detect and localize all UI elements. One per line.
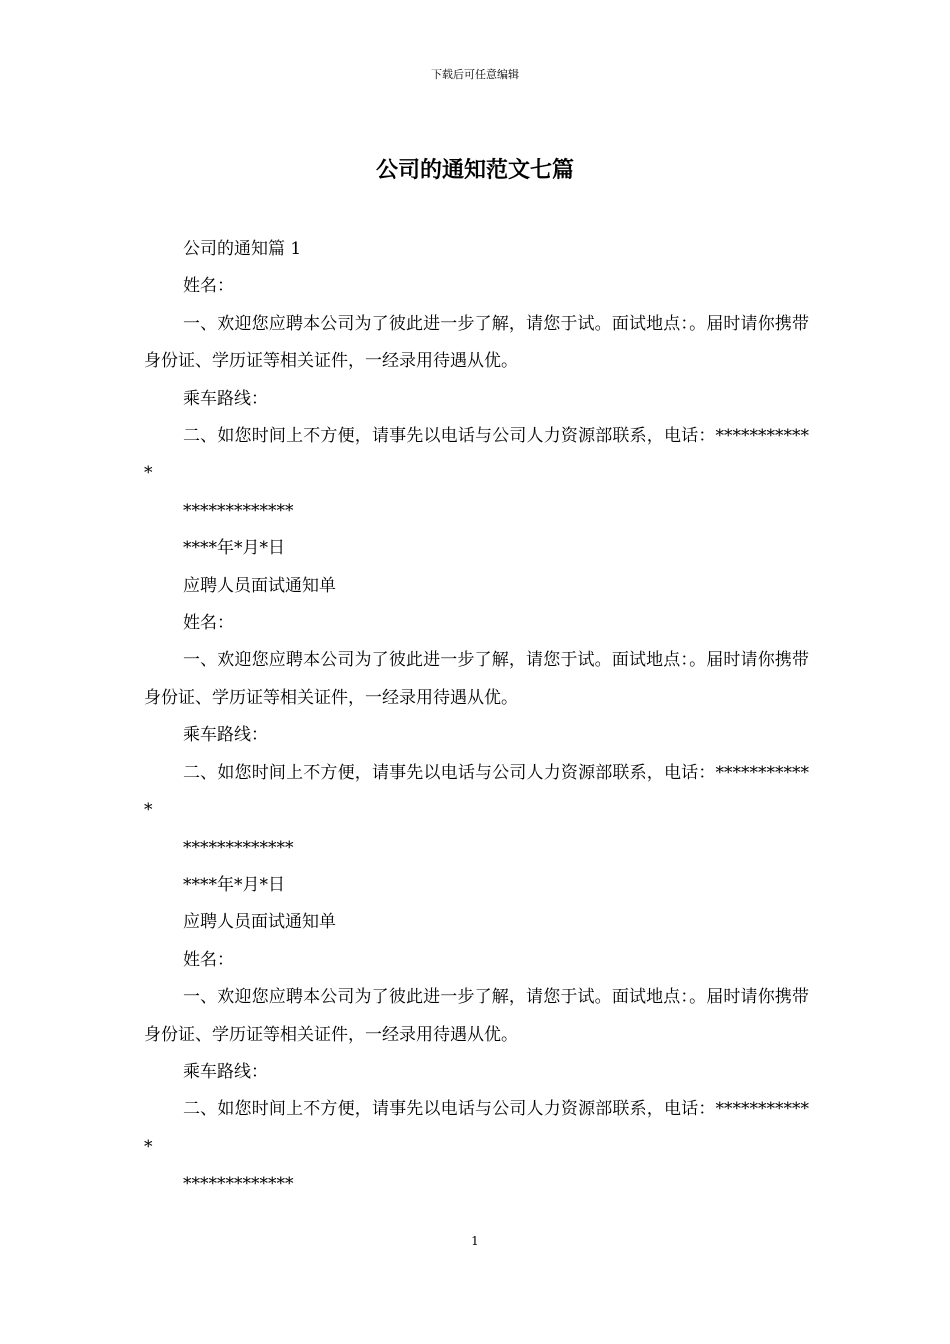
- notice-heading: 应聘人员面试通知单: [183, 912, 336, 933]
- name-line: 姓名：: [183, 613, 234, 634]
- date-line: ****年*月*日: [183, 874, 285, 895]
- page-header: 下载后可任意编辑: [431, 68, 519, 81]
- date-line: ****年*月*日: [183, 538, 285, 559]
- page-number: 1: [471, 1234, 479, 1248]
- paragraph: 一、欢迎您应聘本公司为了彼此进一步了解，请您于试。面试地点：。届时请你携带身份证、学历证等相关证件，一经录用待遇从优。: [144, 650, 809, 708]
- paragraph: 二、如您时间上不方便，请事先以电话与公司人力资源部联系，电话：************: [144, 426, 809, 484]
- name-line: 姓名：: [183, 276, 234, 297]
- masked-line: *************: [183, 837, 294, 858]
- route-line: 乘车路线：: [183, 388, 268, 409]
- masked-line: *************: [183, 1174, 294, 1195]
- paragraph: 二、如您时间上不方便，请事先以电话与公司人力资源部联系，电话：************: [144, 1099, 809, 1157]
- document-title: 公司的通知范文七篇: [375, 157, 574, 183]
- document-body: [144, 231, 809, 1204]
- name-line: 姓名：: [183, 949, 234, 970]
- masked-line: *************: [183, 500, 294, 521]
- paragraph: 一、欢迎您应聘本公司为了彼此进一步了解，请您于试。面试地点：。届时请你携带身份证、学历证等相关证件，一经录用待遇从优。: [144, 987, 809, 1045]
- route-line: 乘车路线：: [183, 1061, 268, 1082]
- route-line: 乘车路线：: [183, 725, 268, 746]
- paragraph: 一、欢迎您应聘本公司为了彼此进一步了解，请您于试。面试地点：。届时请你携带身份证、学历证等相关证件，一经录用待遇从优。: [144, 313, 809, 372]
- paragraph: 二、如您时间上不方便，请事先以电话与公司人力资源部联系，电话：************: [144, 762, 809, 821]
- notice-heading: 应聘人员面试通知单: [183, 575, 336, 596]
- section-heading: 公司的通知篇 1: [183, 239, 302, 259]
